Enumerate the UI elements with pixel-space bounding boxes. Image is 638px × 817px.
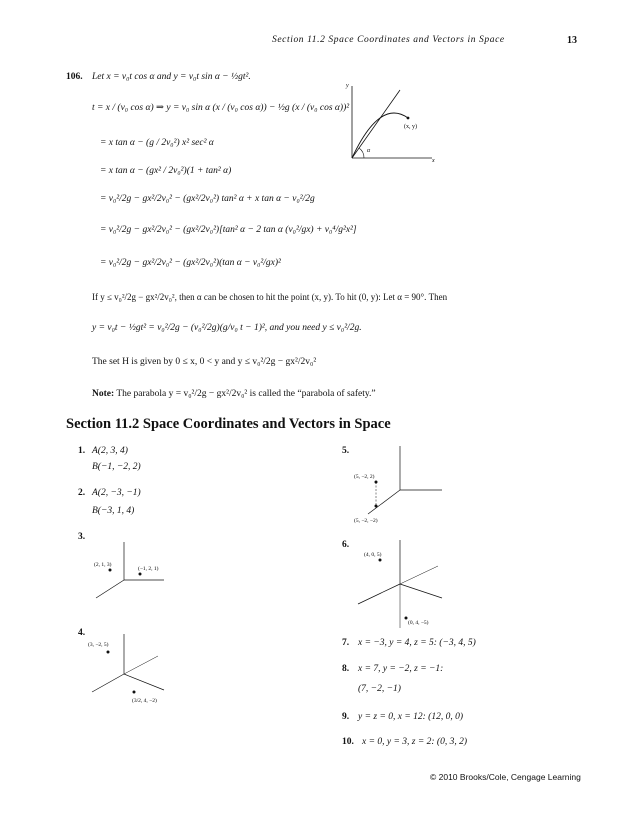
x-label: x xyxy=(432,158,435,164)
page-number: 13 xyxy=(567,35,577,46)
answer-1-a: A(2, 3, 4) xyxy=(92,446,128,456)
note-label: Note: xyxy=(92,389,115,399)
answer-8-text: x = 7, y = −2, z = −1: xyxy=(358,664,444,674)
condition-text: If y ≤ v₀²/2g − gx²/2v₀², then α can be chosen to hit the point (x, y). To hit (0, y): Let α = 90°. Then xyxy=(92,292,448,302)
answer-1-number: 1. xyxy=(78,446,86,456)
answer-2-b: B(−3, 1, 4) xyxy=(92,506,135,516)
derivation-step-6: = v₀²/2g − gx²/2v₀² − (gx²/2v₀²)(tan α − v₀²/gx)² xyxy=(100,258,281,268)
answer-2-a: A(2, −3, −1) xyxy=(92,488,141,498)
trajectory-figure xyxy=(340,78,440,168)
answer-8-number: 8. xyxy=(342,664,350,674)
answer-2-number: 2. xyxy=(78,488,86,498)
problem-intro: Let x = v₀t cos α and y = v₀t sin α − ½gt². xyxy=(92,72,251,82)
answer-7-number: 7. xyxy=(342,638,350,648)
point-label: (5, −2, 2) xyxy=(354,474,375,480)
point-label: (0, 4, −5) xyxy=(408,620,429,626)
y-label: y xyxy=(346,83,349,89)
point-label: (3/2, 4, −2) xyxy=(132,698,157,704)
copyright-footer: © 2010 Brooks/Cole, Cengage Learning xyxy=(430,772,581,782)
set-h-text: The set H is given by 0 ≤ x, 0 < y and y ≤ v₀²/2g − gx²/2v₀² xyxy=(92,357,317,367)
answer-4-number: 4. xyxy=(78,628,86,638)
plot-3d-answer-3 xyxy=(88,540,168,602)
answer-7-text: x = −3, y = 4, z = 5: (−3, 4, 5) xyxy=(358,638,476,648)
answer-10-number: 10. xyxy=(342,737,354,747)
answer-8-result: (7, −2, −1) xyxy=(358,684,401,694)
plot-3d-answer-4 xyxy=(88,632,168,704)
plot-3d-answer-6 xyxy=(350,538,450,630)
note-text: The parabola y = v₀²/2g − gx²/2v₀² is called the “parabola of safety.” xyxy=(116,389,376,399)
point-label: (3, −2, 5) xyxy=(88,642,109,648)
plot-3d-answer-5 xyxy=(350,444,450,528)
angle-arc xyxy=(359,148,364,158)
point-label: (x, y) xyxy=(404,124,417,130)
point-label: (−1, 2, 1) xyxy=(138,566,159,572)
answer-10-text: x = 0, y = 3, z = 2: (0, 3, 2) xyxy=(362,737,467,747)
answer-9-number: 9. xyxy=(342,712,350,722)
running-header: Section 11.2 Space Coordinates and Vectors in Space xyxy=(272,35,505,45)
derivation-step-5: = v₀²/2g − gx²/2v₀² − (gx²/2v₀²)[tan² α − 2 tan α (v₀²/gx) + v₀⁴/g²x²] xyxy=(100,225,357,235)
point-label: (2, 1, 3) xyxy=(94,562,112,568)
point-label: (4, 0, 5) xyxy=(364,552,382,558)
derivation-step-3: = x tan α − (gx² / 2v₀²)(1 + tan² α) xyxy=(100,166,232,176)
derivation-step-2: = x tan α − (g / 2v₀²) x² sec² α xyxy=(100,138,214,148)
derivation-step-1: t = x / (v₀ cos α) ⇒ y = v₀ sin α (x / (v₀ cos α)) − ½g (x / (v₀ cos α))² xyxy=(92,103,350,113)
derivation-step-4: = v₀²/2g − gx²/2v₀² − (gx²/2v₀²) tan² α + x tan α − v₀²/2g xyxy=(100,194,315,204)
target-point xyxy=(407,117,410,120)
answer-3-number: 3. xyxy=(78,532,86,542)
point-label: (5, −2, −2) xyxy=(354,518,378,524)
trajectory-curve xyxy=(352,113,408,158)
section-heading: Section 11.2 Space Coordinates and Vectors in Space xyxy=(66,416,391,432)
note-line xyxy=(92,389,376,399)
angle-label: α xyxy=(367,148,371,154)
answer-5-number: 5. xyxy=(342,446,350,456)
answer-9-text: y = z = 0, x = 12: (12, 0, 0) xyxy=(358,712,463,722)
answer-1-b: B(−1, −2, 2) xyxy=(92,462,141,472)
problem-number: 106. xyxy=(66,72,83,82)
answer-6-number: 6. xyxy=(342,540,350,550)
hit-equation: y = v₀t − ½gt² = v₀²/2g − (v₀²/2g)(g/v₀ t − 1)², and you need y ≤ v₀²/2g. xyxy=(92,323,362,333)
